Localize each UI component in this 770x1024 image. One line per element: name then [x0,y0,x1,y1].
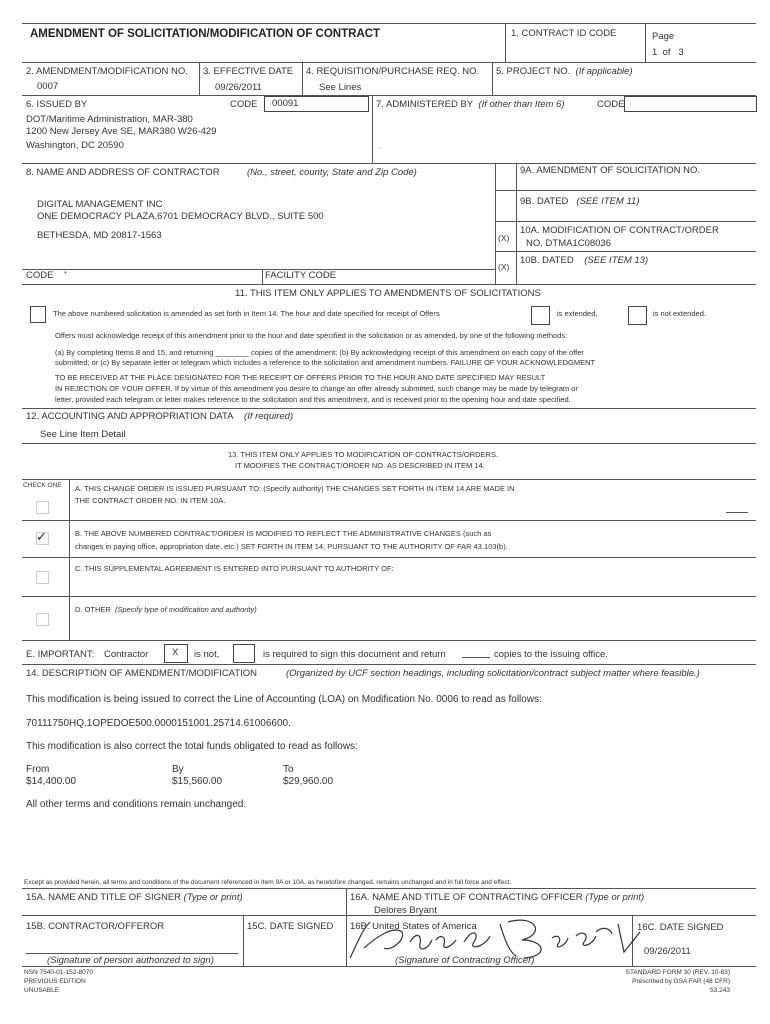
by-label: By [172,764,184,775]
contractor-line2: ONE DEMOCRACY PLAZA,6701 DEMOCRACY BLVD., SUITE 500 [37,211,324,222]
contractor-note: (No., street, county, State and Zip Code) [247,167,417,178]
issued-line2: 1200 New Jersey Ave SE, MAR380 W26-429 [26,126,217,137]
description-label: 14. DESCRIPTION OF AMENDMENT/MODIFICATION [26,668,258,679]
item11-line7: letter, provided each telegram or letter makes reference to the solicitation and this amendment, and is received prior to the opening hour and date specified. [55,395,571,404]
option-a-line2: THE CONTRACT ORDER NO. IN ITEM 10A. [75,496,226,505]
accounting-value: See Line Item Detail [40,429,126,440]
form-title: AMENDMENT OF SOLICITATION/MODIFICATION OF CONTRACT [30,28,381,40]
option-c-checkbox[interactable] [36,571,49,584]
issued-code-value: 00091 [272,98,299,109]
is-required-label: is required to sign this document and return [263,649,446,660]
modification-contract-label: 10A. MODIFICATION OF CONTRACT/ORDER [520,225,719,236]
united-states-label: 16B. United States of America [350,921,477,932]
option-a-line1: A. THIS CHANGE ORDER IS ISSUED PURSUANT TO: (Specify authority) THE CHANGES SET FORTH IN ITEM 14 ARE MADE IN [75,484,515,493]
to-value: $29,960.00 [283,776,334,787]
dated-9b-label: 9B. DATED (SEE ITEM 11) [520,196,640,207]
rule [22,520,756,521]
description-p2: 70111750HQ.1OPEDOE500.0000151001.25714.61006600. [26,718,291,729]
rule [22,269,495,270]
amend-value: 0007 [37,81,59,92]
rule [22,62,756,63]
item11-line5: TO BE RECEIVED AT THE PLACE DESIGNATED FOR THE RECEIPT OF OFFERS PRIOR TO THE HOUR AND DATE SPECIFIED MAY RESULT [55,373,546,382]
not-extended-checkbox[interactable] [628,306,647,325]
rule [199,62,200,95]
item11-line3: (a) By completing Items 8 and 15, and returning ________ copies of the amendment; (b) By acknowledging receipt of this amendment on each copy of the offer [55,348,584,357]
by-value: $15,560.00 [172,776,223,787]
rule [22,640,756,641]
project-label: 5. PROJECT NO. (If applicable) [496,66,633,77]
unusable-label: UNUSABLE [24,987,60,994]
admin-code-label: CODE [597,99,625,110]
option-b-line2: changes in paying office, appropriation date, etc.) SET FORTH IN ITEM 14, PURSUANT TO THE AUTHORITY OF FAR 43.103(b). [75,542,508,551]
signature-line-15b [26,953,238,954]
description-p1: This modification is being issued to correct the Line of Accounting (LOA) on Modification No. 0006 to read as follows: [26,694,542,705]
item11-line2: Offers must acknowledge receipt of this amendment prior to the hour and date specified in the solicitation or as amended, by one of the following methods: [55,331,568,340]
date-signed-16c-label: 16C. DATE SIGNED [637,922,724,933]
administered-by-label: 7. ADMINISTERED BY (If other than Item 6) [376,99,565,110]
check-icon: ✓ [36,529,47,544]
admin-code-box [624,96,757,112]
rule [22,284,756,285]
officer-name: Delores Bryant [374,905,437,916]
rule [69,479,70,640]
signature-caption-15b: (Signature of person authorized to sign) [47,955,214,966]
is-required-checkbox[interactable] [233,644,255,663]
issued-by-label: 6. ISSUED BY [26,99,88,110]
option-d-line1: D. OTHER (Specify type of modification and authority) [75,605,257,614]
rule [495,251,756,252]
rule [645,23,646,62]
important-label: E. IMPORTANT: [26,649,95,660]
option-a-checkbox[interactable] [36,501,49,514]
from-value: $14,400.00 [26,776,77,787]
contractor-offeror-label: 15B. CONTRACTOR/OFFEROR [26,921,165,932]
page-number: 1 of 3 [652,47,684,58]
signature-caption-16b: (Signature of Contracting Officer) [395,955,535,966]
contract-id-label: 1. CONTRACT ID CODE [511,28,617,39]
nsn-number: NSN 7540-01-152-8070 [24,969,94,976]
admin-mark: ` [379,146,382,155]
description-note: (Organized by UCF section headings, including solicitation/contract subject matter where feasible.) [286,668,700,679]
contractor-label: 8. NAME AND ADDRESS OF CONTRACTOR [26,167,220,178]
contractor-code-value: * [64,269,67,278]
effective-date-value: 09/26/2011 [215,82,262,93]
facility-code-label: FACILITY CODE [265,270,337,281]
accounting-label: 12. ACCOUNTING AND APPROPRIATION DATA (If required) [26,411,294,422]
x-marker-10a: (X) [498,233,510,243]
dated-10b-label: 10B. DATED (SEE ITEM 13) [520,255,649,266]
previous-edition: PREVIOUS EDITION [24,978,86,985]
item11-line6: IN REJECTION OF YOUR OFFER. If by virtue of this amendment you desire to change an offer already submitted, such change may be made by telegram or [55,384,578,393]
requisition-value: See Lines [319,82,362,93]
rule [262,269,263,284]
rule [516,163,517,284]
to-label: To [283,764,294,775]
rule [22,443,756,444]
rule [495,221,756,222]
rule [22,408,756,409]
rule [505,23,506,62]
not-extended-label: is not extended. [653,309,706,318]
date-signed-16c-value: 09/26/2011 [644,946,691,957]
is-not-label: is not, [194,649,220,660]
description-p4: All other terms and conditions remain unchanged. [26,799,247,810]
x-marker-10b: (X) [498,262,510,272]
copies-blank [462,657,490,658]
contractor-line1: DIGITAL MANAGEMENT INC [37,199,163,210]
rule [372,95,373,163]
contractor-line3: BETHESDA, MD 20817-1563 [37,230,162,241]
item11-checkbox[interactable] [30,306,46,323]
requisition-label: 4. REQUISITION/PURCHASE REQ. NO. [306,66,480,77]
item13-title1: 13. THIS ITEM ONLY APPLIES TO MODIFICATION OF CONTRACTS/ORDERS. [228,450,499,459]
rule [22,664,756,665]
except-note: Except as provided herein, all terms and conditions of the document referenced in Item 9A or 10A, as heretofore changed, remains unchanged and in full force and effect. [24,879,512,886]
contractor-code-label: CODE [26,270,54,281]
item11-line4: submitted; or (c) By separate letter or telegram which includes a reference to the solicitation and amendment numbers. FAILURE OF YOUR ACKNOWLEDGMENT [55,358,596,367]
rule [22,479,756,480]
extended-label: is extended, [557,309,598,318]
page-label: Page [652,31,675,42]
copies-label: copies to the issuing office. [494,649,608,660]
extended-checkbox[interactable] [531,306,550,325]
rule [22,596,756,597]
amendment-solicitation-label: 9A. AMENDMENT OF SOLICITATION NO. [520,165,700,176]
rule [495,190,756,191]
check-one-label: CHECK ONE [23,482,62,489]
item11-line1: The above numbered solicitation is amended as set forth in Item 14. The hour and date specified for receipt of Offers [53,309,440,318]
important-contractor: Contractor [104,649,149,660]
issued-line3: Washington, DC 20590 [26,140,124,151]
description-p3: This modification is also correct the total funds obligated to read as follows: [26,741,358,752]
option-b-line1: B. THE ABOVE NUMBERED CONTRACT/ORDER IS MODIFIED TO REFLECT THE ADMINISTRATIVE CHANGES (such as [75,529,492,538]
rule [492,62,493,95]
rule [22,163,756,164]
modification-contract-value: NO. DTMA1C08036 [526,238,612,249]
item13-title2: IT MODIFIES THE CONTRACT/ORDER NO. AS DESCRIBED IN ITEM 14. [235,461,485,470]
option-d-checkbox[interactable] [36,613,49,626]
rule [243,915,244,966]
rule [302,62,303,95]
rule [495,163,496,284]
issued-code-label: CODE [230,99,258,110]
officer-label: 16A. NAME AND TITLE OF CONTRACTING OFFICER (Type or print) [350,892,645,903]
item11-title: 11. THIS ITEM ONLY APPLIES TO AMENDMENTS OF SOLICITATIONS [235,288,541,299]
date-signed-15c-label: 15C. DATE SIGNED [247,921,334,932]
rule [22,888,756,889]
form-number: 53.243 [710,987,730,994]
option-c-line1: C. THIS SUPPLEMENTAL AGREEMENT IS ENTERED INTO PURSUANT TO AUTHORITY OF: [75,564,394,573]
signer-label: 15A. NAME AND TITLE OF SIGNER (Type or print) [26,892,243,903]
issued-line1: DOT/Maritime Administration, MAR-380 [26,114,193,125]
effective-date-label: 3. EFFECTIVE DATE [203,66,294,77]
standard-form-label: STANDARD FORM 30 (REV. 10-83) [625,969,730,976]
prescribed-label: Prescribed by GSA FAR (48 CFR) [632,978,730,985]
amend-label: 2. AMENDMENT/MODIFICATION NO. [26,66,188,77]
is-not-x: X [172,647,179,658]
rule [22,557,756,558]
option-a-blank [726,512,748,513]
from-label: From [26,764,50,775]
